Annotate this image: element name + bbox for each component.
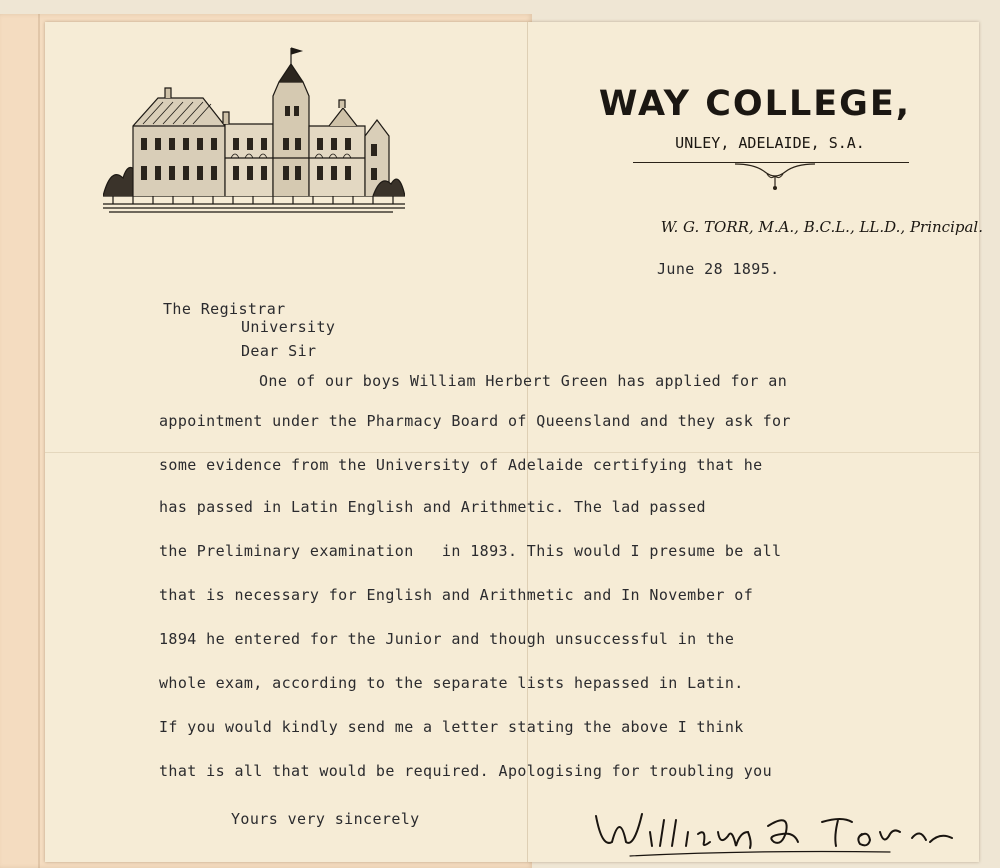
body-line: If you would kindly send me a letter stating the above I think [159, 718, 744, 736]
institution: University [241, 318, 336, 336]
body-line: that is necessary for English and Arithmetic and In November of [159, 586, 754, 604]
body-line: the Preliminary examination in 1893. This would I presume be all [159, 542, 782, 560]
closing: Yours very sincerely [231, 810, 420, 828]
letter-date: June 28 1895. [657, 260, 780, 278]
college-building-illustration [103, 46, 405, 216]
handwritten-signature [590, 802, 970, 862]
fold-line [38, 14, 40, 868]
vertical-fold [527, 22, 528, 862]
body-line: whole exam, according to the separate lists hepassed in Latin. [159, 674, 744, 692]
college-name: WAY COLLEGE, [598, 84, 912, 124]
body-line: some evidence from the University of Adelaide certifying that he [159, 456, 763, 474]
flourish-ornament [735, 162, 815, 202]
body-line: has passed in Latin English and Arithmetic. The lad passed [159, 498, 706, 516]
body-line: 1894 he entered for the Junior and though unsuccessful in the [159, 630, 735, 648]
college-address: UNLEY, ADELAIDE, S.A. [675, 134, 865, 152]
salutation: Dear Sir [241, 342, 317, 360]
body-line: One of our boys William Herbert Green has applied for an [259, 372, 788, 390]
principal-line: W. G. TORR, M.A., B.C.L., LL.D., Principal. [660, 218, 983, 236]
body-line: appointment under the Pharmacy Board of Queensland and they ask for [159, 412, 791, 430]
horizontal-fold [45, 452, 979, 453]
letter-page [45, 22, 983, 862]
addressee: The Registrar [163, 300, 286, 318]
body-line: that is all that would be required. Apologising for troubling you [159, 762, 772, 780]
